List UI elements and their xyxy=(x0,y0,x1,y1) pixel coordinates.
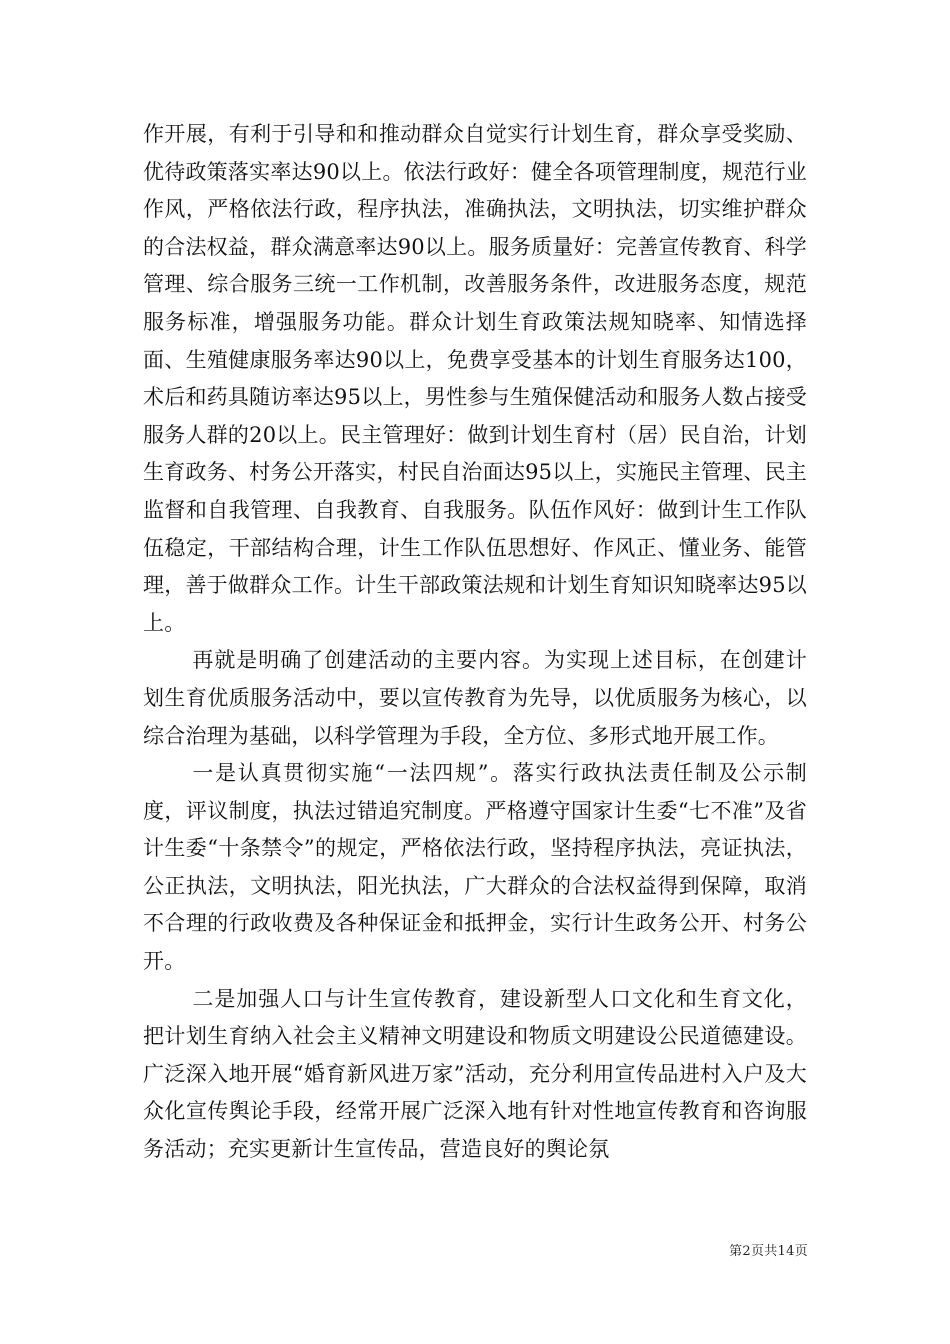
paragraph-main-content: 再就是明确了创建活动的主要内容。为实现上述目标，在创建计划生育优质服务活动中，要以宣传教育为先导，以优质服务为核心，以综合治理为基础，以科学管理为手段，全方位、多形式地开展工作。 xyxy=(143,648,807,748)
document-body xyxy=(143,116,807,1169)
page-number-footer: 第2页共14页 xyxy=(729,1244,808,1259)
paragraph-point-two: 二是加强人口与计生宣传教育，建设新型人口文化和生育文化，把计划生育纳入社会主义精神文明建设和物质文明建设公民道德建设。广泛深入地开展“婚育新风进万家”活动，充分利用宣传品进村入户及大众化宣传舆论手段，经常开展广泛深入地有针对性地宣传教育和咨询服务活动；充实更新计生宣传品，营造良好的舆论氛 xyxy=(143,986,807,1162)
paragraph-point-one: 一是认真贯彻实施“一法四规”。落实行政执法责任制及公示制度，评议制度，执法过错追究制度。严格遵守国家计生委“七不准”及省计生委“十条禁令”的规定，严格依法行政，坚持程序执法，亮证执法，公正执法，文明执法，阳光执法，广大群众的合法权益得到保障，取消不合理的行政收费及各种保证金和抵押金，实行计生政务公开、村务公开。 xyxy=(143,761,807,974)
paragraph-continued: 作开展，有利于引导和和推动群众自觉实行计划生育，群众享受奖励、优待政策落实率达90以上。依法行政好：健全各项管理制度，规范行业作风，严格依法行政，程序执法，准确执法，文明执法，切实维护群众的合法权益，群众满意率达90以上。服务质量好：完善宣传教育、科学管理、综合服务三统一工作机制，改善服务条件，改进服务态度，规范服务标准，增强服务功能。群众计划生育政策法规知晓率、知情选择面、生殖健康服务率达90以上，免费享受基本的计划生育服务达100，术后和药具随访率达95以上，男性参与生殖保健活动和服务人数占接受服务人群的20以上。民主管理好：做到计划生育村（居）民自治，计划生育政务、村务公开落实，村民自治面达95以上，实施民主管理、民主监督和自我管理、自我教育、自我服务。队伍作风好：做到计生工作队伍稳定，干部结构合理，计生工作队伍思想好、作风正、懂业务、能管理，善于做群众工作。计生干部政策法规和计划生育知识知晓率达95以上。 xyxy=(143,122,807,635)
